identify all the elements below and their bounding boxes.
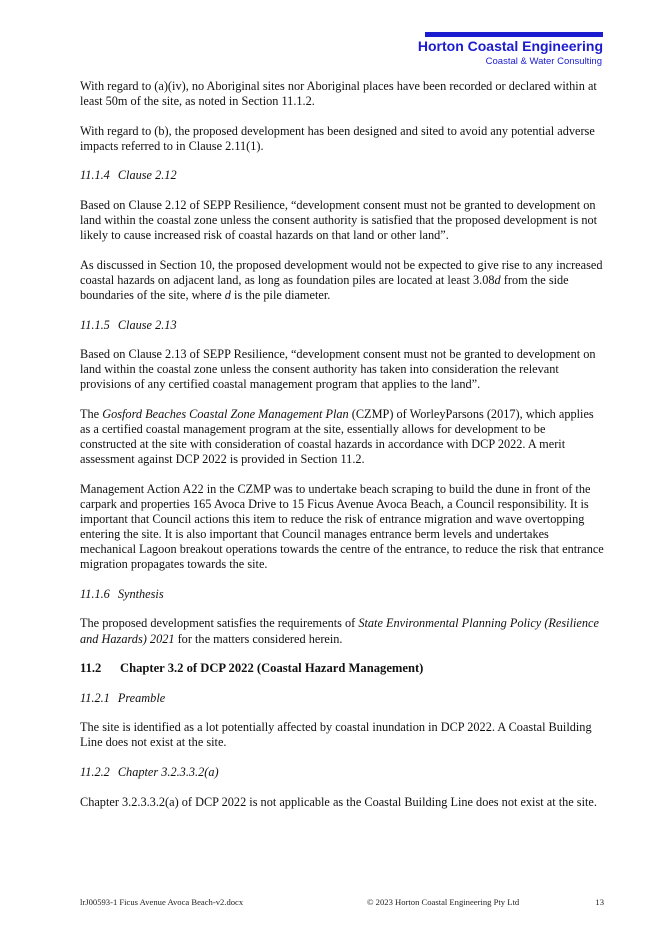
- section-number: 11.2.2: [80, 765, 110, 779]
- section-number: 11.1.4: [80, 168, 110, 183]
- text-run: for the matters considered herein.: [174, 631, 343, 646]
- paragraph: Based on Clause 2.13 of SEPP Resilience, “development consent must not be granted to development on land within the coastal zone unless the consent authority has taken into consideration the relevant provisions of any certified coastal management program that applies to the land”.: [80, 347, 596, 392]
- paragraph: With regard to (a)(iv), no Aboriginal sites nor Aboriginal places have been recorded or declared within at least 50m of the site, as noted in Section 11.1.2.: [80, 79, 597, 109]
- paragraph: [80, 616, 604, 646]
- section-number: 11.1.6: [80, 586, 110, 601]
- text-run: from the side boundaries of the site, where: [80, 272, 569, 302]
- text-run: is the pile diameter.: [230, 287, 331, 302]
- page-number: 13: [595, 897, 604, 907]
- subsection-heading-11-1-4: [80, 168, 604, 183]
- paragraph: [80, 258, 604, 303]
- subsection-heading-11-2-2: [80, 765, 604, 780]
- section-title: Chapter 3.2.3.3.2(a): [117, 765, 219, 779]
- italic-text: d: [494, 272, 501, 287]
- italic-text: State Environmental Planning Policy (Resilience and Hazards) 2021: [80, 616, 599, 646]
- copyright-notice: © 2023 Horton Coastal Engineering Pty Ltd: [367, 897, 520, 907]
- document-filename: lrJ00593-1 Ficus Avenue Avoca Beach-v2.docx: [80, 897, 244, 907]
- section-number: 11.2: [80, 661, 102, 676]
- text-run: The: [80, 406, 103, 421]
- paragraph: Based on Clause 2.12 of SEPP Resilience, “development consent must not be granted to development on land within the coastal zone unless the consent authority is satisfied that the proposed development is not likely to cause increased risk of coastal hazards on that land or other land”.: [80, 197, 598, 243]
- paragraph: Management Action A22 in the CZMP was to undertake beach scraping to build the dune in front of the carpark and properties 165 Avoca Drive to 15 Ficus Avenue Avoca Beach, a Council responsibility. It is important that Council actions this item to reduce the risk of entrance migration and wave overtopping entering the site. It is also important that Council manages entrance berm levels and undertakes mechanical Lagoon breakout operations towards the centre of the entrance, to reduce the risk that entrance migration propagates towards the site.: [80, 481, 604, 572]
- subsection-heading-11-1-6: [80, 587, 604, 602]
- paragraph: Chapter 3.2.3.3.2(a) of DCP 2022 is not applicable as the Coastal Building Line does not exist at the site.: [80, 794, 597, 809]
- italic-text: d: [224, 287, 231, 302]
- section-title: Chapter 3.2 of DCP 2022 (Coastal Hazard Management): [120, 661, 424, 676]
- company-tagline: Coastal & Water Consulting: [485, 56, 602, 67]
- paragraph: The site is identified as a lot potentially affected by coastal inundation in DCP 2022. A Coastal Building Line does not exist at the site.: [80, 720, 592, 750]
- section-heading-11-2: [80, 661, 604, 676]
- subsection-heading-11-2-1: [80, 691, 604, 706]
- italic-text: Gosford Beaches Coastal Zone Management Plan: [102, 406, 349, 421]
- section-title: Clause 2.12: [117, 168, 177, 183]
- subsection-heading-11-1-5: [80, 318, 604, 333]
- text-run: As discussed in Section 10, the proposed development would not be expected to give rise to any increased coastal hazards on adjacent land, as long as foundation piles are located at least 3.08: [80, 257, 603, 287]
- company-name: Horton Coastal Engineering: [417, 38, 603, 54]
- text-run: (CZMP) of WorleyParsons (2017), which applies as a certified coastal management program at the site, essentially allows for development to be constructed at the site with consideration of coastal hazards in accordance with DCP 2022. A merit assessment against DCP 2022 is provided in Section 11.2.: [80, 406, 594, 467]
- document-body: [80, 79, 604, 824]
- paragraph: [80, 407, 604, 467]
- paragraph: With regard to (b), the proposed development has been designed and sited to avoid any potential adverse impacts referred to in Clause 2.11(1).: [80, 123, 595, 153]
- text-run: The proposed development satisfies the requirements of: [80, 616, 359, 631]
- section-title: Synthesis: [117, 586, 164, 601]
- header-accent-bar: [425, 32, 603, 37]
- page-footer: [80, 897, 604, 909]
- section-number: 11.1.5: [80, 317, 110, 332]
- section-title: Clause 2.13: [117, 317, 177, 332]
- section-number: 11.2.1: [80, 690, 110, 705]
- section-title: Preamble: [117, 690, 166, 705]
